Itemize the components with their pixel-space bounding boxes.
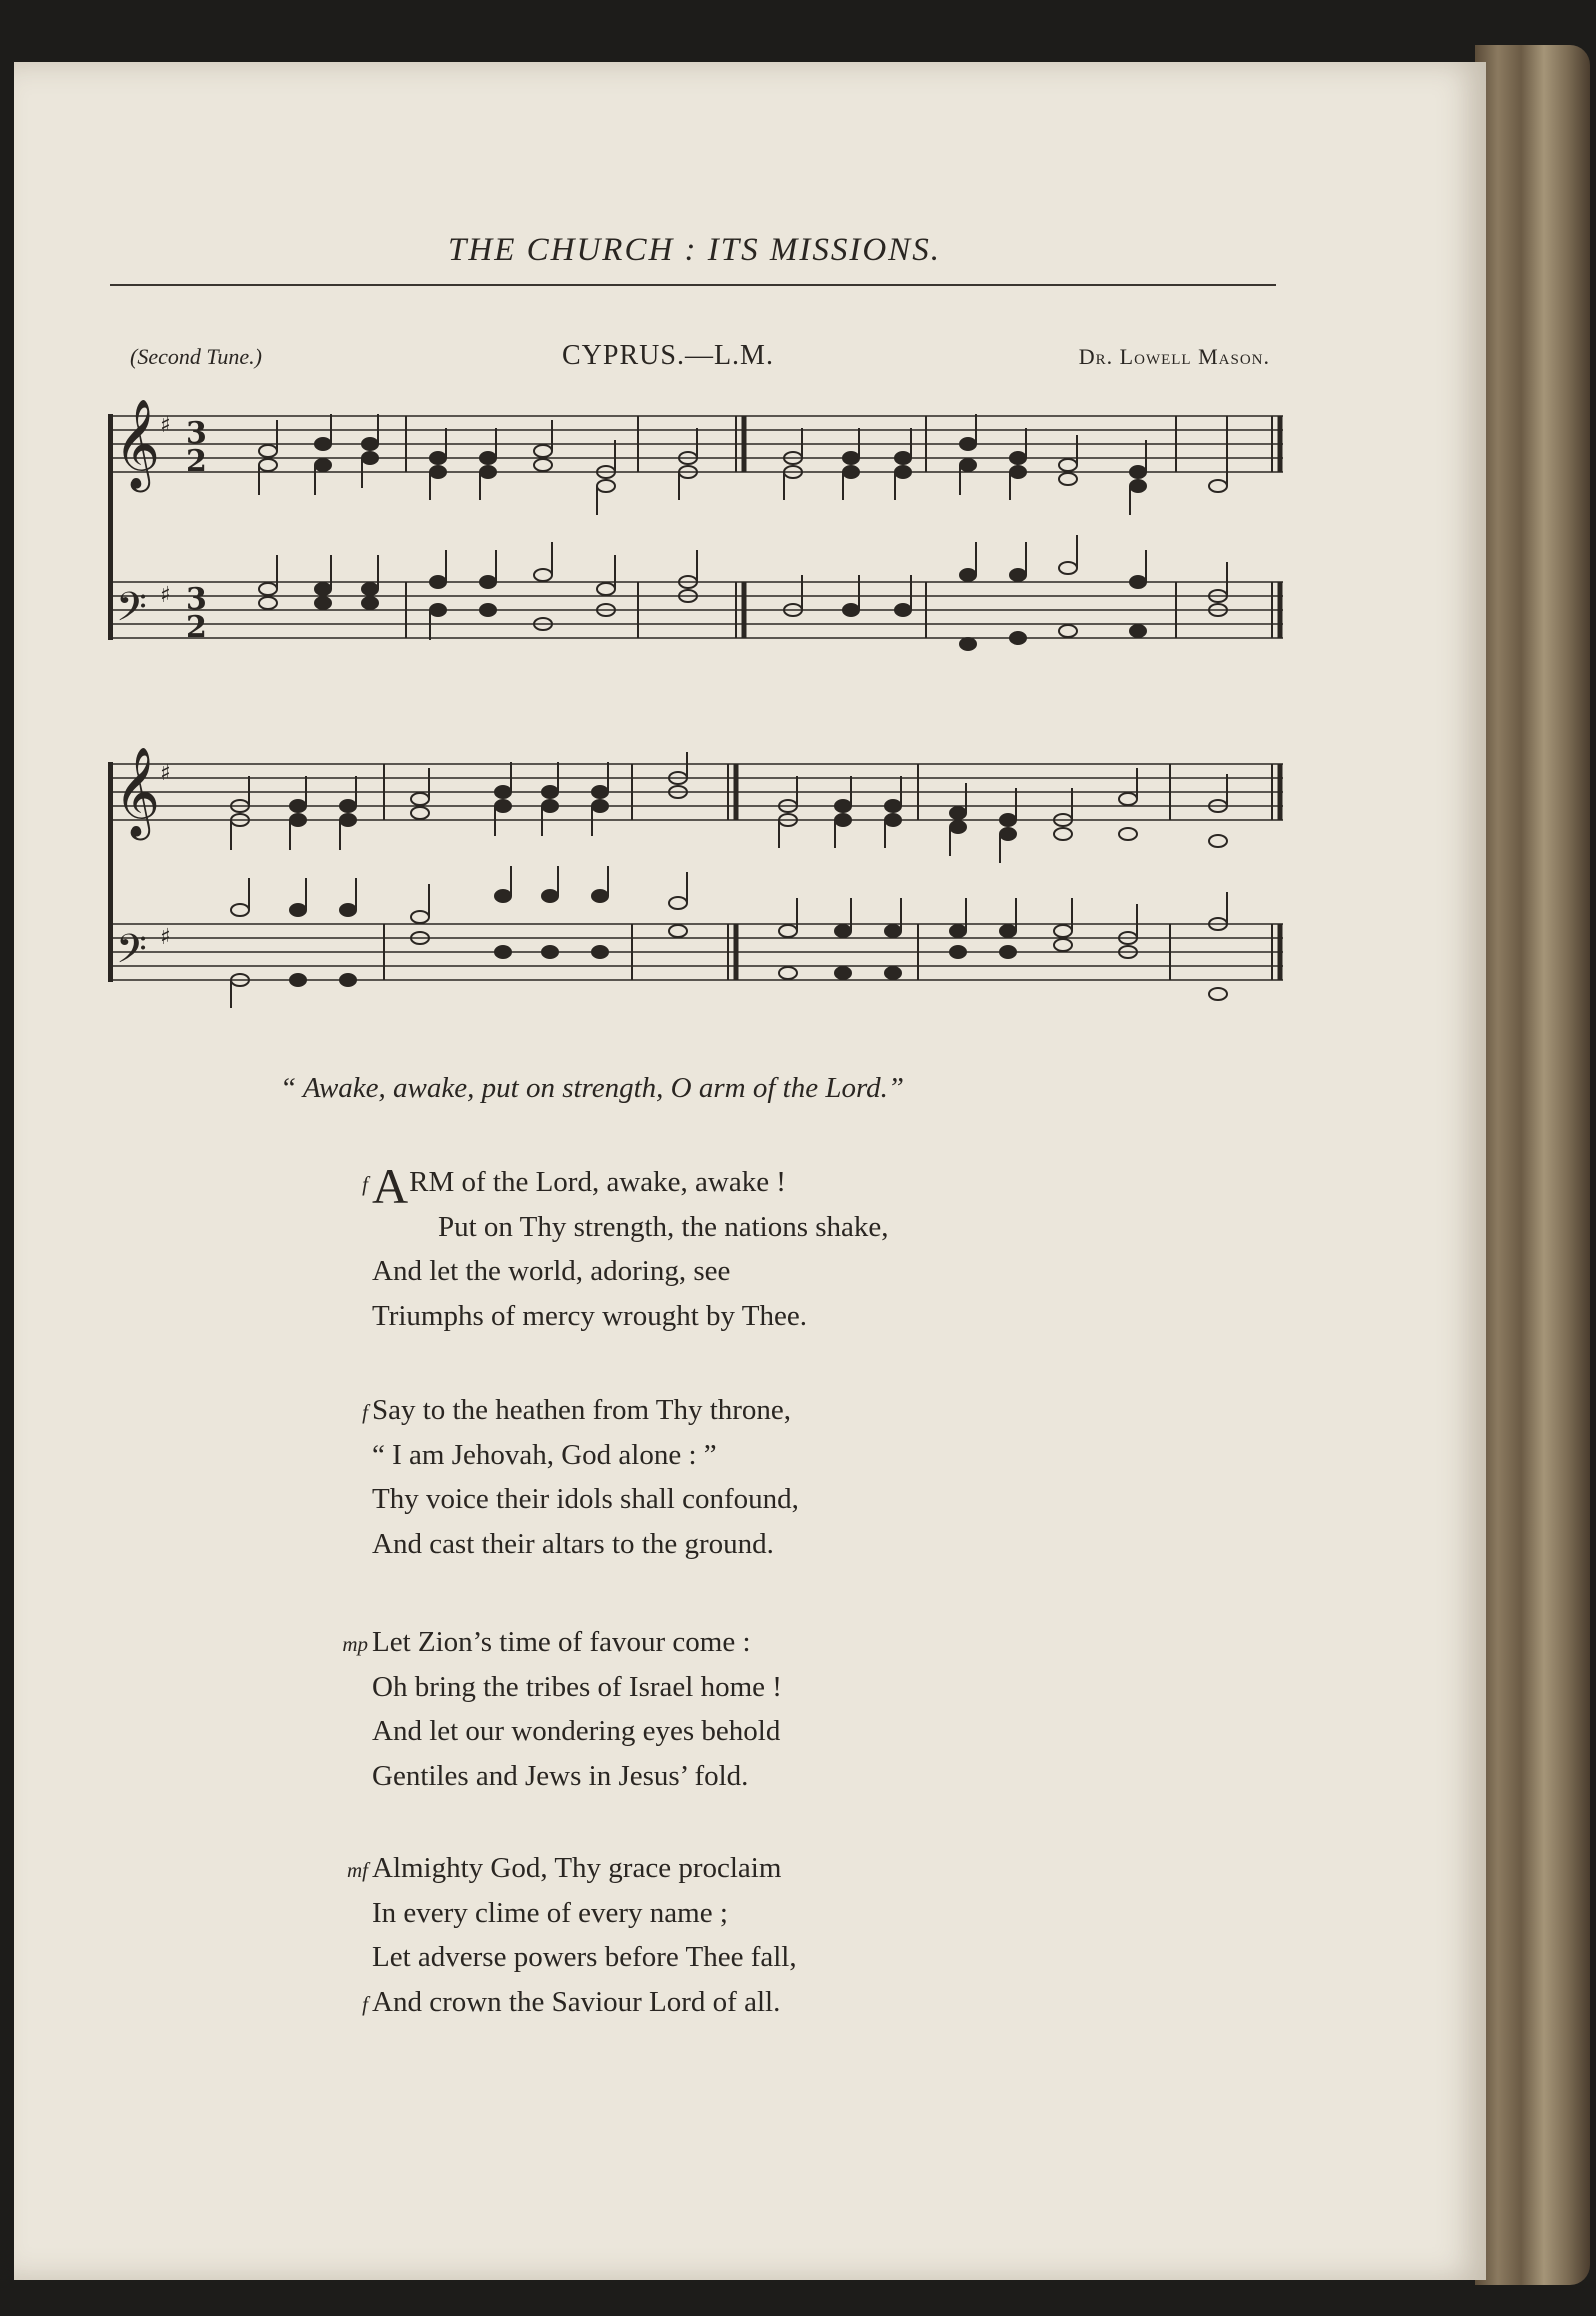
verse-line: In every clime of every name ;: [372, 1896, 728, 1929]
system-brace: [108, 414, 113, 640]
treble-staff: [108, 416, 1283, 472]
time-signature: [186, 416, 207, 645]
head-rule: [110, 284, 1276, 286]
verse-line: Triumphs of mercy wrought by Thee.: [372, 1299, 807, 1332]
verse-1: [362, 1158, 1172, 1338]
tune-composer: Dr. Lowell Mason.: [1078, 344, 1270, 369]
verse-line: Oh bring the tribes of Israel home !: [372, 1670, 782, 1703]
dynamic-mark: f: [362, 1991, 368, 2016]
tune-heading: [130, 340, 1270, 380]
verse-line: f And crown the Saviour Lord of all.: [372, 1980, 1172, 2025]
verse-line: And let the world, adoring, see: [372, 1255, 731, 1287]
drop-cap: A: [372, 1158, 409, 1214]
dynamic-mark: mp: [342, 1632, 368, 1656]
verse-line: And cast their altars to the ground.: [372, 1527, 774, 1560]
svg-text:2: 2: [186, 444, 207, 479]
verse-line: mp Let Zion’s time of favour come :: [372, 1620, 1172, 1665]
running-head: THE CHURCH : ITS MISSIONS.: [448, 232, 941, 268]
music-score-system-2: [108, 748, 1288, 1028]
bass-clef-icon: 𝄢: [116, 926, 147, 982]
bass-staff: [108, 582, 1283, 638]
treble-clef-icon: 𝄞: [114, 748, 161, 837]
sharp-icon: ♯: [160, 583, 171, 608]
verse-4: [347, 1846, 1172, 2024]
treble-staff: [108, 764, 1283, 820]
verse-line: And let our wondering eyes behold: [372, 1715, 781, 1747]
tune-title: CYPRUS.—L.M.: [562, 340, 774, 371]
verse-line: f ARM of the Lord, awake, awake !: [372, 1160, 1172, 1205]
verse-line: Let adverse powers before Thee fall,: [372, 1941, 797, 1973]
dynamic-mark: f: [362, 1400, 368, 1424]
verse-line: “ I am Jehovah, God alone : ”: [372, 1438, 717, 1471]
music-score-system-1: [108, 400, 1288, 670]
svg-text:2: 2: [186, 610, 207, 645]
verse-line: Put on Thy strength, the nations shake,: [438, 1210, 889, 1243]
bass-staff: [108, 924, 1283, 980]
verse-line: f Say to the heathen from Thy throne,: [372, 1388, 1172, 1433]
system-brace: [108, 762, 113, 982]
verse-line: Thy voice their idols shall confound,: [372, 1483, 799, 1515]
verse-line: mf Almighty God, Thy grace proclaim: [372, 1846, 1172, 1891]
sharp-icon: ♯: [160, 413, 171, 438]
verse-2: [362, 1388, 1172, 1566]
dynamic-mark: mf: [347, 1858, 368, 1882]
treble-clef-icon: 𝄞: [114, 400, 161, 489]
svg-text:3: 3: [186, 416, 207, 451]
svg-text:3: 3: [186, 582, 207, 617]
verse-3: [342, 1620, 1172, 1798]
tune-label: (Second Tune.): [130, 344, 262, 369]
dynamic-mark: f: [362, 1172, 368, 1196]
barlines: [406, 416, 1280, 638]
barlines: [384, 764, 1280, 980]
epigraph: “ Awake, awake, put on strength, O arm of the Lord.”: [280, 1072, 905, 1104]
sharp-icon: ♯: [160, 925, 171, 950]
bass-clef-icon: 𝄢: [116, 584, 147, 640]
verse-line: Gentiles and Jews in Jesus’ fold.: [372, 1759, 749, 1792]
sharp-icon: ♯: [160, 761, 171, 786]
book-edge: [1475, 45, 1590, 2285]
